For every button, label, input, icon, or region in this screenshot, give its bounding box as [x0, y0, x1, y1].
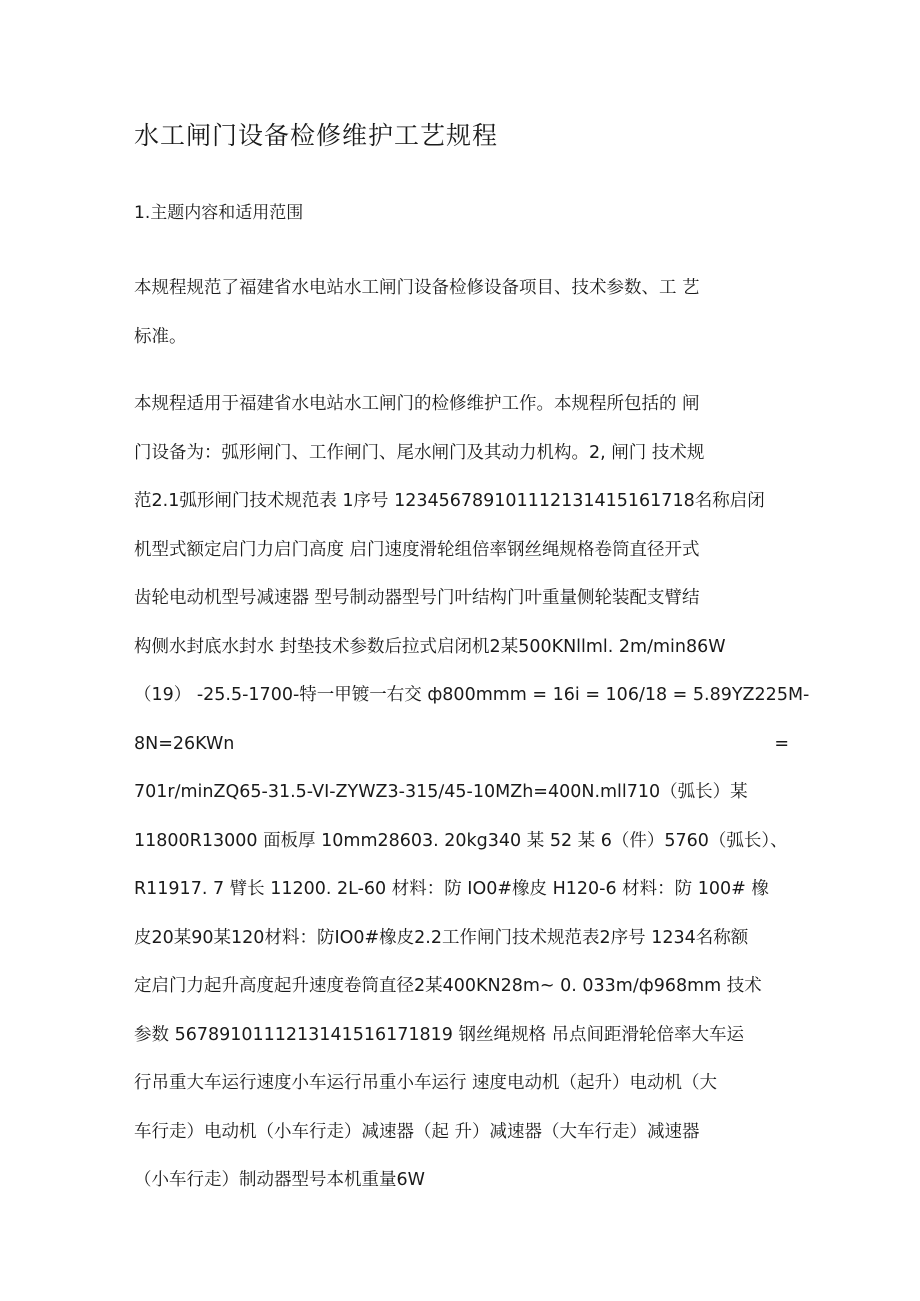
paragraph-line: 车行走）电动机（小车行走）减速器（起 升）减速器（大车行走）减速器 [134, 1121, 700, 1142]
paragraph-line: （19） -25.5-1700-特一甲镀一右交 ф800mmm = 16i = 106/18 = 5.89YZ225M- [134, 685, 810, 705]
paragraph-scope [134, 264, 794, 361]
paragraph-line: 11800R13000 面板厚 10mm28603. 20kg340 某 52 某 6（件）5760（弧长）、 [134, 830, 788, 851]
paragraph-line: R11917. 7 臂长 11200. 2L-60 材料：防 IO0#橡皮 H120-6 材料：防 100# 橡 [134, 879, 769, 899]
paragraph-line: （小车行走）制动器型号本机重量6W [134, 1170, 425, 1190]
paragraph-line: 齿轮电动机型号减速器 型号制动器型号门叶结构门叶重量侧轮装配支臂结 [134, 588, 700, 608]
paragraph-body [134, 380, 810, 1205]
paragraph-line: 门设备为：弧形闸门、工作闸门、尾水闸门及其动力机构。2, 闸门 技术规 [134, 442, 705, 463]
paragraph-line-split [134, 720, 789, 769]
paragraph-line: 参数 5678910111213141516171819 钢丝绳规格 吊点间距滑轮倍率大车运 [134, 1024, 745, 1045]
section-heading: 1.主题内容和适用范围 [134, 203, 304, 223]
paragraph-line: 定启门力起升高度起升速度卷筒直径2某400KN28m~ 0. 033m∕ф968mm 技术 [134, 976, 762, 996]
paragraph-line: 本规程规范了福建省水电站水工闸门设备检修设备项目、技术参数、工 艺 [134, 278, 700, 298]
paragraph-line: 范2.1弧形闸门技术规范表 1序号 123456789101112131415161718名称启闭 [134, 491, 765, 511]
document-title: 水工闸门设备检修维护工艺规程 [134, 121, 499, 150]
paragraph-line: 行吊重大车运行速度小车运行吊重小车运行 速度电动机（起升）电动机（大 [134, 1073, 718, 1093]
paragraph-line: 构侧水封底水封水 封垫技术参数后拉式启闭机2某500KNllml. 2m∕min86W [134, 636, 726, 657]
paragraph-line: 机型式额定启门力启门高度 启门速度滑轮组倍率钢丝绳规格卷筒直径开式 [134, 539, 700, 560]
paragraph-line-fragment: 8N=26KWn [134, 733, 235, 754]
paragraph-line-trailing: = [774, 733, 789, 754]
paragraph-line: 皮20某90某120材料：防IO0#橡皮2.2工作闸门技术规范表2序号 1234名称额 [134, 927, 749, 948]
paragraph-line: 701r∕minZQ65-31.5-VI-ZYWZ3-315∕45-10MZh=400N.mll710（弧长）某 [134, 782, 748, 802]
paragraph-line: 标准。 [134, 326, 187, 347]
paragraph-line: 本规程适用于福建省水电站水工闸门的检修维护工作。本规程所包括的 闸 [134, 394, 700, 414]
